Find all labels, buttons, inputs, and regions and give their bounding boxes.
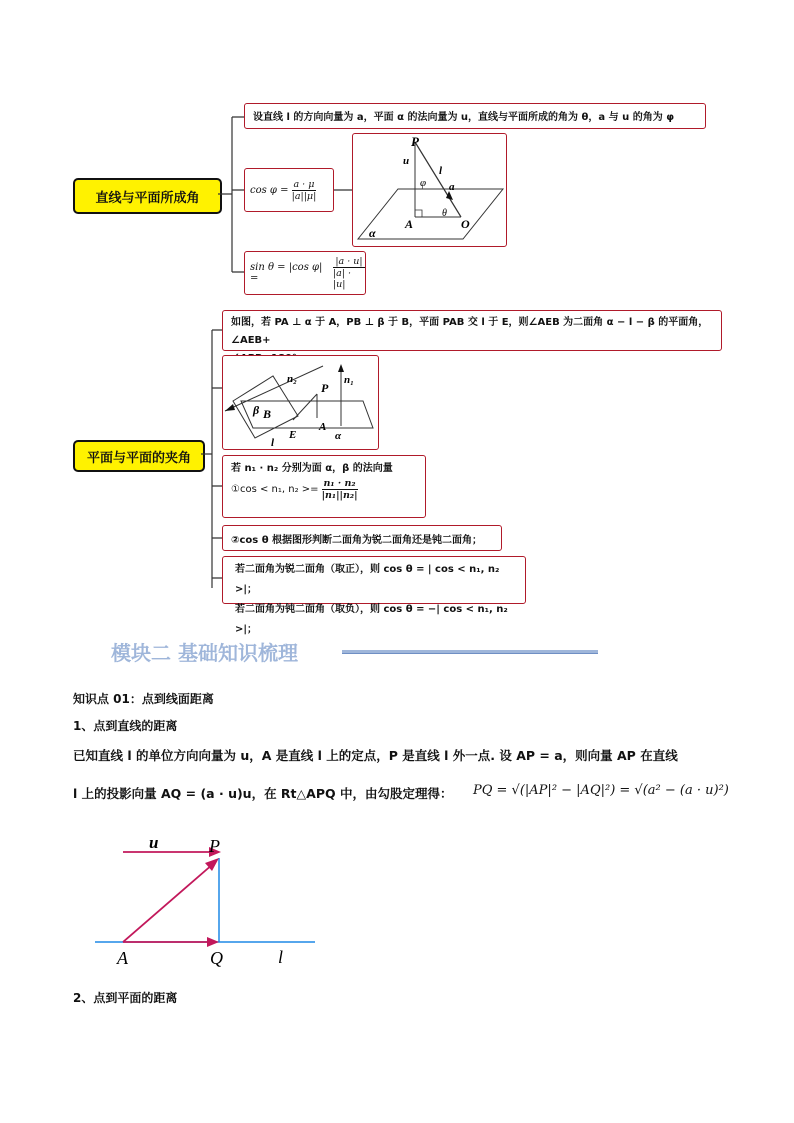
- normal-cos-numerator: n₁ · n₂: [323, 478, 356, 489]
- cos-phi-fraction: [292, 179, 317, 202]
- judge-box: [222, 525, 502, 551]
- diagram-label-P: P: [209, 836, 220, 856]
- fig2-label-beta: β: [253, 403, 260, 417]
- normal-vector-line: 若 n₁ · n₂ 分别为面 α，β 的法向量: [231, 463, 393, 474]
- sin-theta-prefix: sin θ = |cos φ| =: [250, 262, 323, 284]
- fig1-label-a: a: [449, 181, 455, 193]
- diagram-label-l: l: [278, 947, 284, 967]
- fig1-label-O: O: [461, 217, 470, 231]
- sin-theta-fraction: [333, 256, 365, 290]
- mindmap2-title: 平面与平面的夹角: [86, 450, 191, 466]
- acute-line: 若二面角为锐二面角（取正），则 cos θ = | cos < n₁, n₂ >|；: [235, 564, 500, 595]
- cos-phi-denominator: |a||μ|: [291, 190, 317, 202]
- cos-phi-box: [244, 168, 334, 212]
- cos-phi-numerator: a · μ: [293, 178, 315, 190]
- obtuse-line: 若二面角为钝二面角（取负），则 cos θ = −| cos < n₁, n₂ >|；: [235, 604, 508, 635]
- fig2-label-A: A: [319, 421, 327, 433]
- diagram-label-u: u: [149, 833, 159, 852]
- paragraph-line2: l 上的投影向量 AQ = (a · u)u，在 Rt△APQ 中，由勾股定理得：: [73, 786, 453, 801]
- normal-cos-row: [231, 478, 417, 501]
- line-def-box: [244, 103, 706, 129]
- sin-theta-denominator: |a| · |u|: [332, 268, 352, 290]
- line-plane-diagram: [353, 134, 505, 245]
- fig2-label-n1: n₁: [344, 374, 354, 386]
- mindmap1-title: 直线与平面所成角: [95, 190, 200, 206]
- normal-cos-prefix: ①cos < n₁, n₂ >=: [231, 484, 319, 495]
- fig1-label-A: A: [405, 217, 414, 231]
- fig2-label-P: P: [321, 381, 329, 395]
- subtitle-2: 2、点到平面的距离: [73, 991, 178, 1005]
- dihedral-diagram: [223, 356, 377, 448]
- fig2-label-B: B: [263, 407, 272, 421]
- paragraph-line1: 已知直线 l 的单位方向向量为 u，A 是直线 l 上的定点，P 是直线 l 外一点. 设 AP = a，则向量 AP 在直线: [73, 748, 678, 763]
- section-heading: 模块二 基础知识梳理: [111, 641, 298, 665]
- line-plane-figure: [352, 133, 507, 247]
- normal-vector-box: [222, 455, 426, 518]
- point-title: 知识点 01：点到线面距离: [73, 692, 214, 706]
- fig2-label-l: l: [271, 437, 275, 448]
- sin-theta-numerator: |a · u|: [335, 256, 363, 267]
- dihedral-figure: [222, 355, 379, 450]
- distance-formula: PQ = √(|AP|² − |AQ|²) = √(a² − (a · u)²): [473, 783, 729, 798]
- fig1-label-P: P: [411, 134, 419, 149]
- normal-cos-denominator: |n₁||n₂|: [321, 490, 358, 501]
- judge-line: ②cos θ 根据图形判断二面角为锐二面角还是钝二面角；: [231, 535, 483, 546]
- fig1-label-l: l: [439, 165, 443, 177]
- fig2-label-E: E: [289, 429, 297, 441]
- section-heading-rule: [342, 650, 598, 654]
- fig1-label-u: u: [403, 155, 410, 167]
- fig2-label-alpha: α: [335, 430, 342, 442]
- fig2-label-n2: n₂: [287, 373, 297, 385]
- sin-theta-box: [244, 251, 366, 295]
- normal-cos-fraction: [322, 478, 358, 501]
- cos-phi-prefix: cos φ =: [250, 184, 289, 196]
- subtitle-1: 1、点到直线的距离: [73, 719, 178, 733]
- fig1-label-theta: θ: [442, 208, 447, 219]
- dihedral-desc-box: [222, 310, 722, 351]
- sign-rule-box: [222, 556, 526, 635]
- diagram-label-A: A: [117, 948, 128, 968]
- fig1-label-phi: φ: [420, 177, 427, 189]
- fig1-label-alpha: α: [369, 226, 376, 240]
- dihedral-desc-line1: 如图，若 PA ⊥ α 于 A，PB ⊥ β 于 B，平面 PAB 交 l 于 E，则∠AEB 为二面角 α − l − β 的平面角，∠AEB+: [231, 317, 709, 346]
- diagram-label-Q: Q: [210, 948, 223, 968]
- line-def-text: 设直线 l 的方向向量为 a，平面 α 的法向量为 u，直线与平面所成的角为 θ，a 与 u 的角为 φ: [253, 112, 675, 123]
- point-line-diagram: [95, 830, 315, 970]
